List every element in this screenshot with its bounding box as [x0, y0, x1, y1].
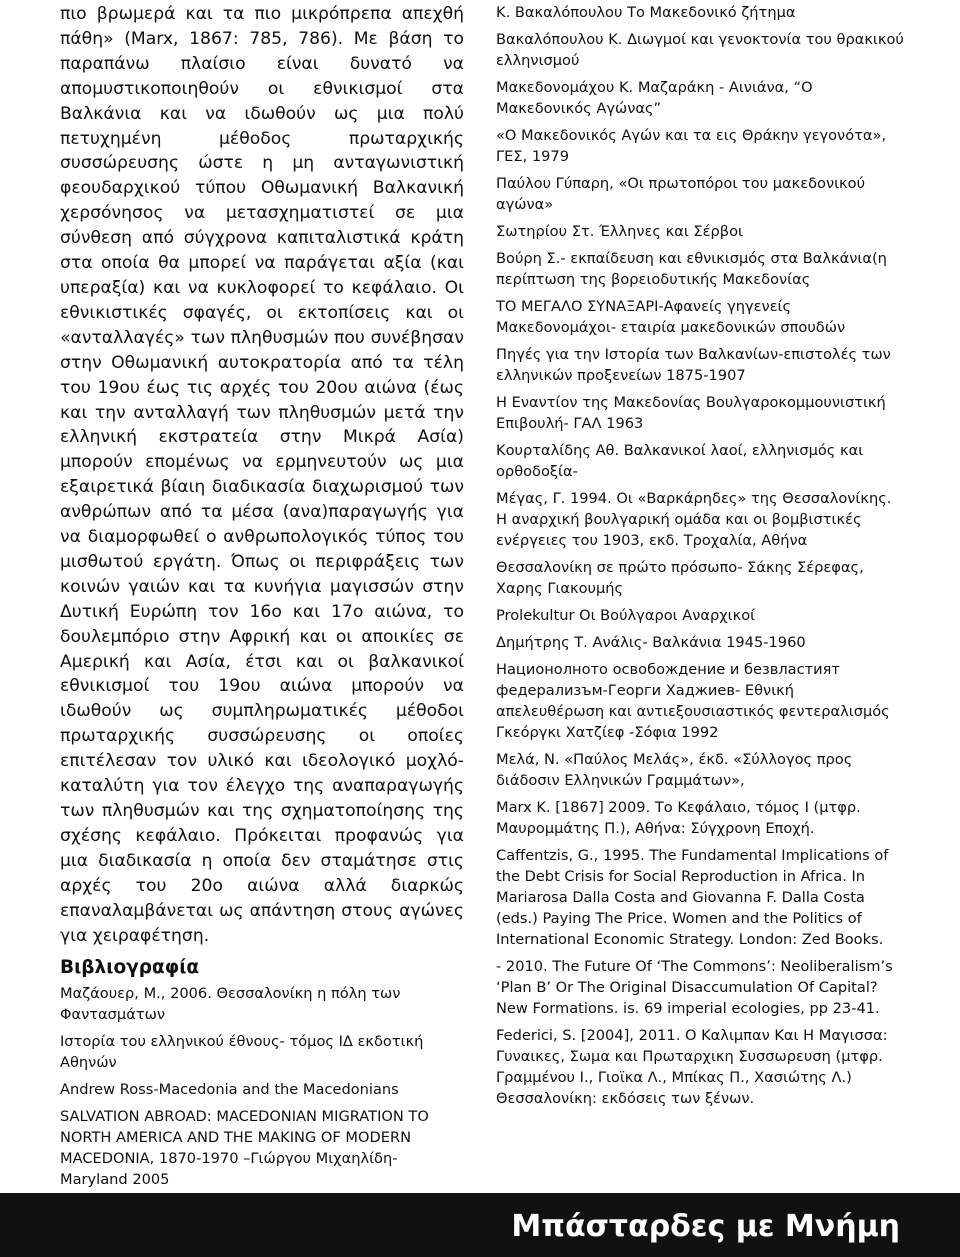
- bibliography-entry: Δημήτρης Τ. Ανάλις- Βαλκάνια 1945-1960: [496, 634, 806, 651]
- bibliography-entry: Βακαλόπουλου Κ. Διωγμοί και γενοκτονία του θρακικού ελληνισμού: [496, 31, 904, 69]
- bibliography-entry: Μελά, Ν. «Παύλος Μελάς», έκδ. «Σύλλογος προς διάδοσιν Ελληνικών Γραμμάτων»,: [496, 751, 853, 789]
- bibliography-entry: Πηγές για την Ιστορία των Βαλκανίων-επιστολές των ελληνικών προξενείων 1875-1907: [496, 346, 891, 384]
- main-paragraph: πιο βρωμερά και τα πιο μικρόπρεπα απεχθή πάθη» (Marx, 1867: 785, 786). Με βάση το παραπάνω πλαίσιο είναι δυνατό να απομυστικοποιηθούν οι εθνικισμοί στα Βαλκάνια και να ιδωθούν ως μια πολύ πετυχημένη μέθοδος πρωταρχικής συσσώρευσης ώστε η μη ανταγωνιστική φεουδαρχικού τύπου Οθωμανική Βαλκανική χερσόνησος να μετασχηματιστεί σε μια σύνθεση από σύγχρονα καπιταλιστικά κράτη στα οποία θα μπορεί να παράγεται αξία (και υπεραξία) και να κυκλοφορεί το κεφάλαιο. Οι εθνικιστικές σφαγές, οι εκτοπίσεις και οι «ανταλλαγές» των πληθυσμών που συνέβησαν στην Οθωμανική αυτοκρατορία από τα τέλη του 19ου έως τις αρχές του 20ου αιώνα (έως και την ανταλλαγή των πληθυσμών μετά την ελληνική εκστρατεία στην Μικρά Ασία) μπορούν επομένως να ερμηνευτούν ως μια εξαιρετικά βίαιη διαδικασία διαχωρισμού των ανθρώπων από τα μέσα (ανα)παραγωγής για να διαμορφωθεί ο ανθρωπολογικός τύπος του μισθωτού εργάτη. Όπως οι περιφράξεις των κοινών γαιών και τα κυνήγια μαγισσών στην Δυτική Ευρώπη τον 16ο και 17ο αιώνα, το δουλεμπόριο στην Αφρική και οι αποικίες σε Αμερική και Ασία, έτσι και οι βαλκανικοί εθνικισμοί του 19ου αιώνα μπορούν να ιδωθούν ως συμπληρωματικές μέθοδοι πρωταρχικής συσσώρευσης οι οποίες επιτέλεσαν τον υλικό και ιδεολογικό μοχλό-καταλύτη για τον έλεγχο της αναπαραγωγής των πληθυσμών και της σχηματοποίησης της σχέσης κεφάλαιο. Πρόκειται προφανώς για μια διαδικασία η οποία δεν σταμάτησε στις αρχές του 20ο αιώνα αλλά διαρκώς επαναλαμβάνεται ως απάντηση στους αγώνες για χειραφέτηση.: [60, 4, 464, 946]
- bibliography-entry: Μακεδονομάχου Κ. Μαζαράκη - Αινιάνα, “Ο Μακεδονικός Αγώνας”: [496, 79, 813, 117]
- left-column: [60, 2, 464, 1250]
- bibliography-entry: Prolekultur Οι Βούλγαροι Αναρχικοί: [496, 607, 756, 624]
- bibliography-entry: ΤΟ ΜΕΓΑΛΟ ΣΥΝΑΞΑΡΙ-Αφανείς γηγενείς Μακεδονομάχοι- εταιρία μακεδονικών σπουδών: [496, 298, 846, 336]
- bibliography-entry: Μαζάουερ, Μ., 2006. Θεσσαλονίκη η πόλη των Φαντασμάτων: [60, 985, 401, 1024]
- bibliography-entry: «Ο Μακεδονικός Αγών και τα εις Θράκην γεγονότα», ΓΕΣ, 1979: [496, 127, 887, 165]
- bibliography-heading: Βιβλιογραφία: [60, 957, 200, 979]
- footer-title: Μπάσταρδες με Μνήμη: [511, 1209, 900, 1244]
- footer-bar: [0, 1193, 960, 1257]
- bibliography-entry: - 2010. The Future Of ‘The Commons’: Neoliberalism’s ‘Plan B’ Or The Original Disaccumulation Of Capital? New Formations. is. 69 imperial ecologies, pp 23-41.: [496, 958, 893, 1017]
- bibliography-entry: Национолното освобождение и безвластият федерализъм-Георги Хаджиев- Εθνική απελευθέρωση και αντιεξουσιαστικός φεντεραλισμός Γκεόργκι Χατζίεφ -Σόφια 1992: [496, 661, 890, 741]
- bibliography-entry: Caffentzis, G., 1995. The Fundamental Implications of the Debt Crisis for Social Reproduction in Africa. In Mariarosa Dalla Costa and Giovanna F. Dalla Costa (eds.) Paying The Price. Women and the Politics of International Economic Strategy. London: Zed Books.: [496, 847, 889, 948]
- bibliography-entry: Κ. Βακαλόπουλου Το Μακεδονικό ζήτημα: [496, 4, 796, 21]
- bibliography-entry: SALVATION ABROAD: MACEDONIAN MIGRATION TO NORTH AMERICA AND THE MAKING OF MODERN MACEDONIA, 1870-1970 –Γιώργου Μιχαηλίδη-Maryland 2005: [60, 1108, 429, 1189]
- bibliography-entry: Θεσσαλονίκη σε πρώτο πρόσωπο- Σάκης Σέρεφας, Χαρης Γιακουμής: [496, 559, 864, 597]
- right-column: [496, 2, 904, 1115]
- bibliography-entry: Βούρη Σ.- εκπαίδευση και εθνικισμός στα Βαλκάνια(η περίπτωση της βορειοδυτικής Μακεδονίας: [496, 250, 887, 288]
- bibliography-entry: Μέγας, Γ. 1994. Οι «Βαρκάρηδες» της Θεσσαλονίκης. Η αναρχική βουλγαρική ομάδα και οι βομβιστικές ενέργειες του 1903, εκδ. Τροχαλία, Αθήνα: [496, 490, 892, 549]
- bibliography-entry: Παύλου Γύπαρη, «Οι πρωτοπόροι του μακεδονικού αγώνα»: [496, 175, 866, 213]
- bibliography-entry: Σωτηρίου Στ. Έλληνες και Σέρβοι: [496, 223, 743, 240]
- bibliography-entry: Ιστορία του ελληνικού έθνους- τόμος ΙΔ εκδοτική Αθηνών: [60, 1033, 424, 1072]
- bibliography-entry: Η Εναντίον της Μακεδονίας Βουλγαροκομμουνιστική Επιβουλή- ΓΑΛ 1963: [496, 394, 886, 432]
- bibliography-entry: Federici, S. [2004], 2011. Ο Καλιμπαν Και Η Μαγισσα: Γυναικες, Σωμα και Πρωταρχικη Συσσωρευση (μτφρ. Γραμμένου Ι., Γιοϊκα Λ., Μπίκας Π., Χασιώτης Λ.) Θεσσαλονίκη: εκδόσεις των ξένων.: [496, 1027, 888, 1107]
- bibliography-entry: Marx K. [1867] 2009. Το Κεφάλαιο, τόμος I (μτφρ. Μαυρομμάτης Π.), Αθήνα: Σύγχρονη Εποχή.: [496, 799, 861, 837]
- bibliography-entry: Andrew Ross-Macedonia and the Macedonians: [60, 1081, 399, 1099]
- bibliography-entry: Κουρταλίδης Αθ. Βαλκανικοί λαοί, ελληνισμός και ορθοδοξία-: [496, 442, 864, 480]
